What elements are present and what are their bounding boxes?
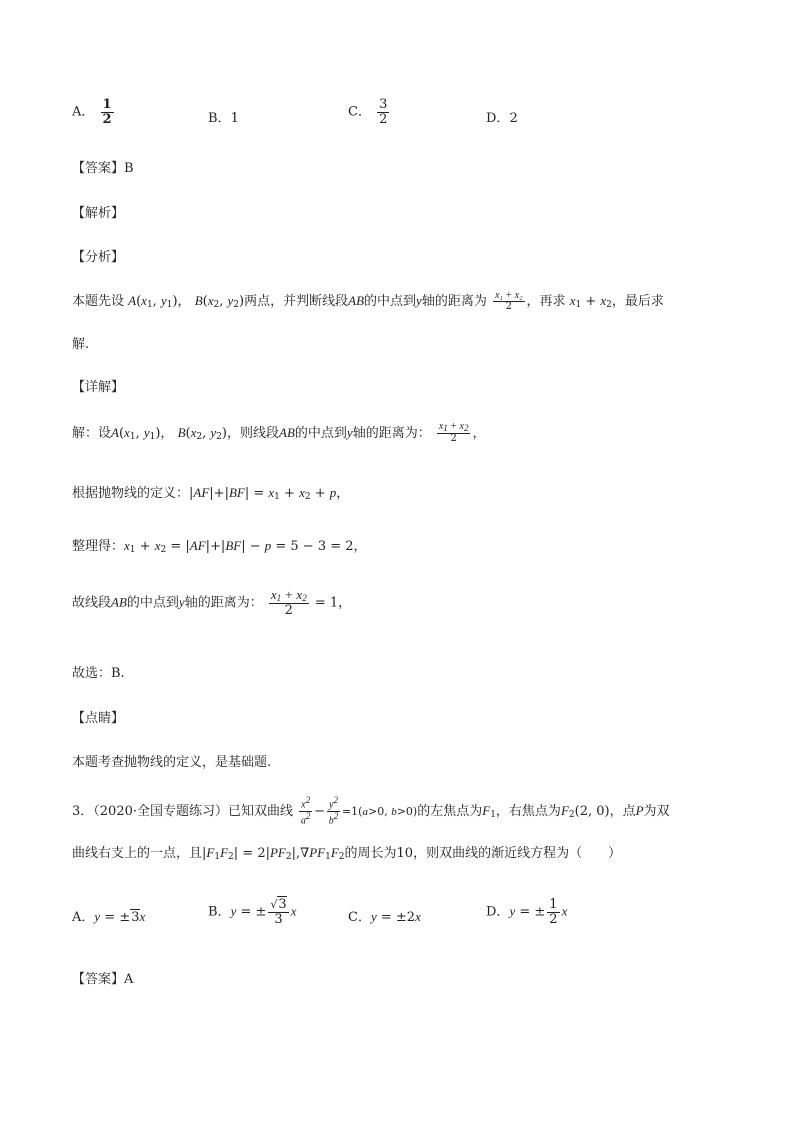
- detail-line-4: 故线段AB的中点到y轴的距离为： $\frac{x_1 + x_2}{2}$ = 1，: [72, 587, 352, 619]
- analysis-line-2: 解.: [72, 337, 90, 352]
- answer-line: [72, 157, 134, 176]
- q3-option-d: D．y = ± $\frac{1}{2}$ x: [486, 897, 568, 927]
- analysis-line-1: 本题先设 $A(x_1$, $y_1$)， $B(x_2$, $y_2$)两点，并判断线段AB的中点到y轴的距离为 $\frac{\text{x₁ + x₂}}{2}$ ，再求 $x_1 + x_2$，最后求: [72, 289, 664, 312]
- q3-option-b: B．y = ± $\frac{√3}{3}$ x: [208, 897, 297, 927]
- dianjing-heading: 【点睛】: [72, 711, 125, 726]
- xiangjie-heading: 【详解】: [72, 380, 125, 395]
- option-a: A． $\frac{1}{2}$: [72, 97, 112, 127]
- comment-line: 本题考查抛物线的定义，是基础题.: [72, 755, 272, 770]
- fraction-three-halves: $\frac{3}{2}$: [379, 97, 388, 127]
- detail-line-2: 根据抛物线的定义：$|AF|+|BF| = x_1 + x_2 + p$，: [72, 485, 350, 502]
- fenxi-heading: 【分析】: [72, 250, 125, 265]
- q3-option-a: A．y = ±3x: [72, 909, 146, 925]
- option-d: D．2: [486, 111, 518, 126]
- detail-line-3: 整理得：$x_1 + x_2 = |AF|+|BF| - p = 5 - 3 = 2$，: [72, 538, 367, 555]
- q3-answer-value: A: [124, 972, 134, 987]
- jiexi-heading: 【解析】: [72, 206, 125, 221]
- answer-value: B: [124, 161, 134, 176]
- q3-answer-label: 【答案】: [72, 972, 125, 987]
- q3-option-c: C．y = ±2x: [348, 909, 421, 925]
- q3-line-1: 3．（2020·全国专题练习）已知双曲线 $\frac{x^2}{a^2}$ − $\frac{y^2}{b^2}$ =1(a>0, b>0)的左焦点为$F_1$，右焦点为$F_2(2$, 0)，点P为双: [72, 795, 670, 827]
- q3-answer-line: [72, 968, 133, 987]
- midpoint-fraction: $\frac{\text{x₁ + x₂}}{2}$: [494, 289, 523, 312]
- q3-line-2: 曲线右支上的一点，且$|F_1F_2| = 2|PF_2|,\nabla PF_1F_2$的周长为10，则双曲线的渐近线方程为（ ）: [72, 845, 622, 862]
- fraction-one-half: $\frac{1}{2}$: [102, 97, 112, 127]
- option-b: B．1: [208, 111, 239, 126]
- detail-line-1: 解：设$A(x_1$, $y_1$)， $B(x_2$, $y_2$)，则线段AB的中点到y轴的距离为： $\frac{x_1 + x_2}{2}$ ，: [72, 421, 486, 445]
- detail-line-5: 故选：B.: [72, 666, 125, 681]
- answer-label: 【答案】: [72, 161, 125, 176]
- option-c: C． $\frac{3}{2}$: [348, 97, 388, 127]
